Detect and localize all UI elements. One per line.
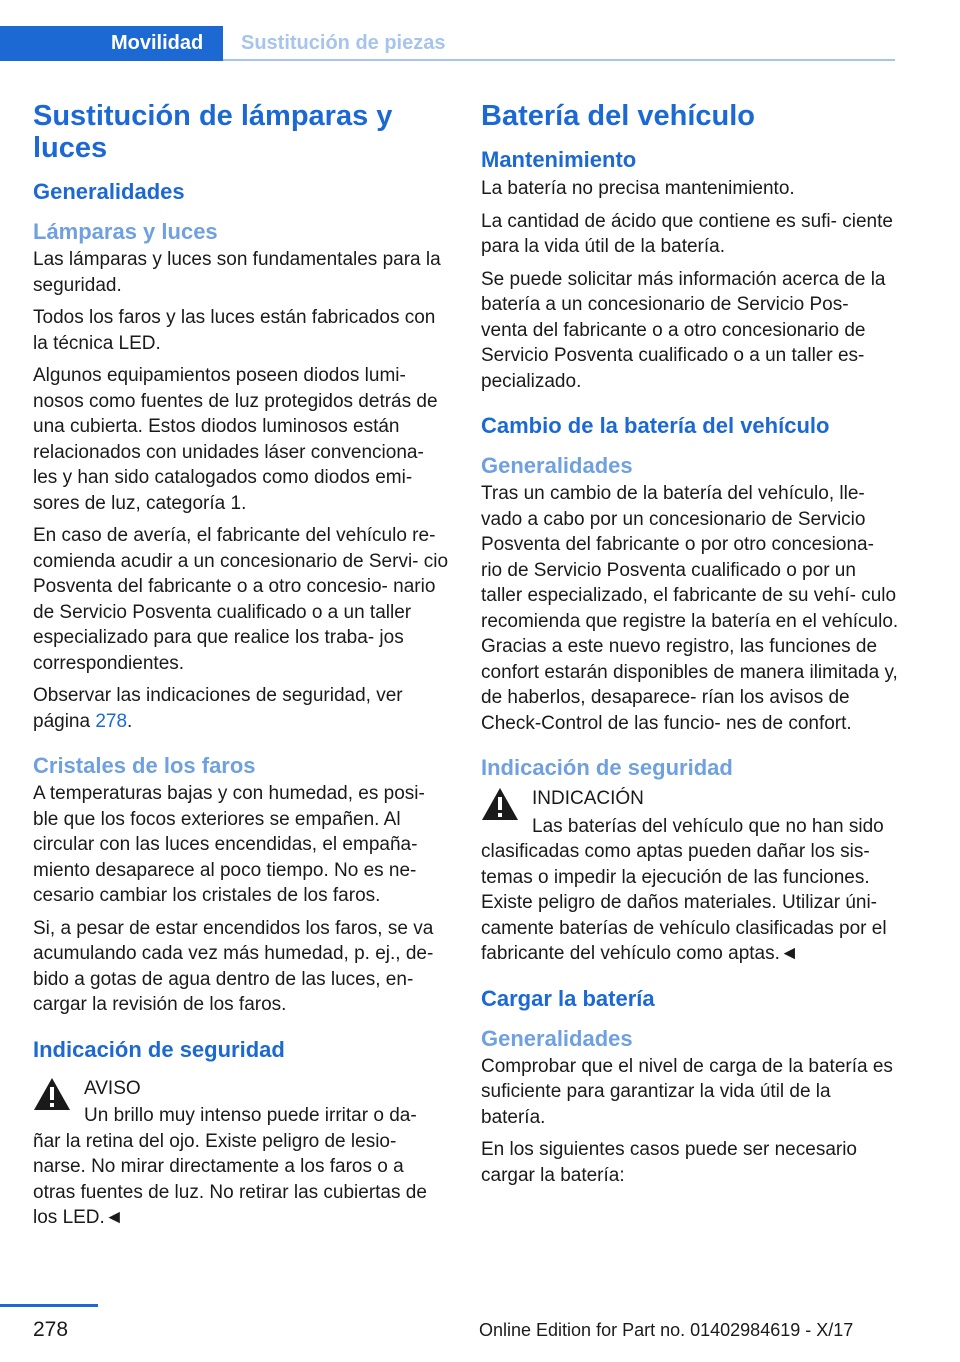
warning-lead: Un brillo muy intenso puede irritar o da‐ — [84, 1105, 417, 1126]
general-heading: Generalidades — [33, 179, 185, 204]
paragraph: Si, a pesar de estar encendidos los faros, se va acumulando cada vez más humedad, p. ej., de‐ bido a gotas de agua dentro de las luces, en‐ cargar la revisión de los faros. — [33, 917, 434, 1015]
left-column — [33, 100, 451, 1231]
paragraph: La batería no precisa mantenimiento. — [481, 178, 795, 199]
lamps-heading: Lámparas y luces — [33, 219, 218, 244]
paragraph — [33, 683, 451, 734]
paragraph: A temperaturas bajas y con humedad, es posi‐ ble que los focos exteriores se empañen. Al circular con las luces encendidas, el empaña‐ miento desaparece al poco tiempo. No es ne‐ cesario cambiar los cristales de los faros. — [33, 783, 425, 906]
footer-rule — [0, 1304, 98, 1307]
paragraph: En caso de avería, el fabricante del vehículo re‐ comienda acudir a un concesionario de Servi‐ cio Posventa del fabricante o a otro concesio‐ nario de Servicio Posventa cualificado o a un taller especializado para que realice los traba‐ jos correspondientes. — [33, 525, 449, 674]
reference-end: . — [127, 710, 133, 732]
page-reference-link[interactable]: 278 — [95, 710, 128, 732]
paragraph: Las lámparas y luces son fundamentales para la seguridad. — [33, 249, 441, 296]
warning-triangle-icon — [481, 787, 519, 821]
general-heading: Generalidades — [481, 453, 633, 478]
paragraph: Comprobar que el nivel de carga de la batería es suficiente para garantizar la vida útil de la batería. — [481, 1055, 893, 1128]
notice-lead: Las baterías del vehículo que no han sido — [532, 815, 884, 837]
notice-text: clasificadas como aptas pueden dañar los sis‐ temas o impedir la ejecución de las funciones. Existe peligro de daños materiales. Utilizar úni‐ camente baterías de vehículo clasificadas por el fabricante del vehículo como aptas.◄ — [481, 841, 887, 964]
subsection-tab: Sustitución de piezas — [241, 32, 446, 54]
paragraph: La cantidad de ácido que contiene es sufi‐ ciente para la vida útil de la batería. — [481, 210, 893, 257]
maintenance-heading: Mantenimiento — [481, 147, 637, 172]
paragraph: En los siguientes casos puede ser necesario cargar la batería: — [481, 1139, 858, 1186]
warning-text: ñar la retina del ojo. Existe peligro de lesio‐ narse. No mirar directamente a los faros o a otras fuentes de luz. No retirar las cubiertas de los LED.◄ — [33, 1130, 427, 1228]
battery-change-heading: Cambio de la batería del vehículo — [481, 413, 830, 438]
notice-label: INDICACIÓN — [532, 788, 644, 809]
notice-block — [481, 786, 899, 967]
reference-text: Observar las indicaciones de seguridad, ver página — [33, 685, 403, 732]
warning-label: AVISO — [84, 1077, 141, 1099]
warning-triangle-icon — [33, 1077, 71, 1111]
safety-heading: Indicación de seguridad — [33, 1036, 285, 1062]
right-column — [481, 100, 899, 1195]
headlight-glass-heading: Cristales de los faros — [33, 753, 256, 778]
paragraph: Tras un cambio de la batería del vehículo, lle‐ vado a cabo por un concesionario de Servicio Posventa del fabricante o por otro concesiona‐ rio de Servicio Posventa cualificado o por un taller especializado, el fabricante de su vehí‐ culo recomienda que registre la batería en el vehículo. Gracias a este nuevo registro, las funciones de confort estarán disponibles de manera ilimitada y, de haberlos, desaparece‐ rían los avisos de Check-Control de las funcio‐ nes de confort. — [481, 483, 899, 734]
section-tab: Movilidad — [0, 26, 223, 61]
page-header — [0, 26, 895, 63]
battery-title: Batería del vehículo — [481, 100, 755, 132]
lamps-title: Sustitución de lámparas y luces — [33, 100, 393, 164]
header-rule — [223, 59, 895, 61]
page-number: 278 — [33, 1318, 69, 1341]
warning-block — [33, 1076, 451, 1231]
paragraph: Todos los faros y las luces están fabricados con la técnica LED. — [33, 307, 436, 354]
paragraph: Se puede solicitar más información acerca de la batería a un concesionario de Servicio Pos‐ venta del fabricante o a otro concesionario de Servicio Posventa cualificado o a un taller es‐ pecializado. — [481, 268, 886, 392]
paragraph: Algunos equipamientos poseen diodos lumi‐ nosos como fuentes de luz protegidos detrás de una cubierta. Estos diodos luminosos están relacionados con unidades láser convenciona‐ les y han sido catalogados como diodos emi‐ sores de luz, categoría 1. — [33, 365, 438, 514]
charge-battery-heading: Cargar la batería — [481, 985, 655, 1011]
safety-heading: Indicación de seguridad — [481, 755, 733, 780]
edition-note: Online Edition for Part no. 01402984619 - X/17 — [479, 1320, 854, 1340]
general-heading: Generalidades — [481, 1025, 633, 1051]
